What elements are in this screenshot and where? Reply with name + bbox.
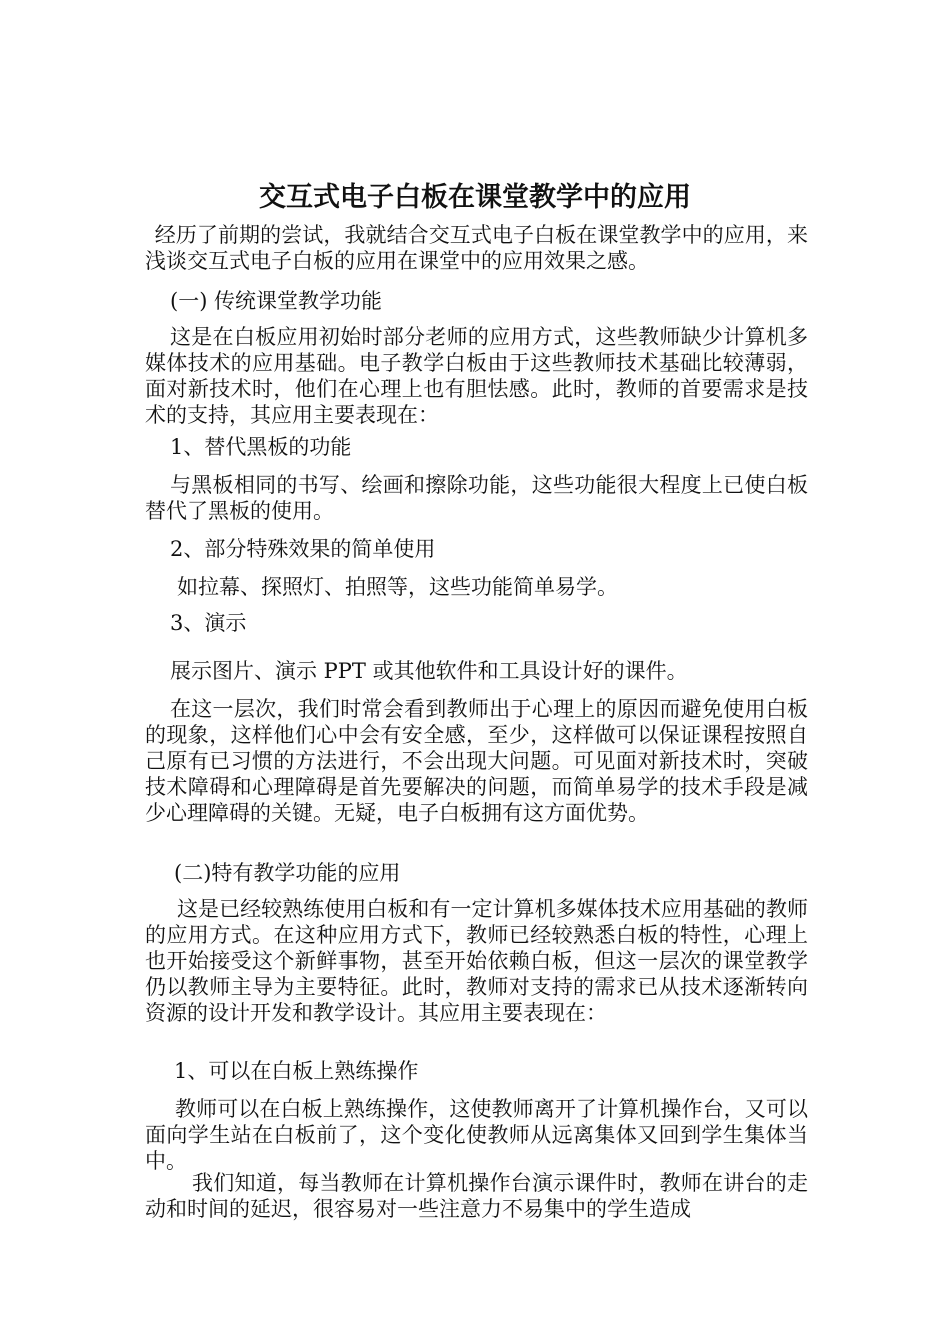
paragraph: 教师可以在白板上熟练操作，这使教师离开了计算机操作台，又可以面向学生站在白板前了，这个变化使教师从远离集体又回到学生集体当中。: [145, 1097, 808, 1173]
subheading-replace-blackboard: 1、替代黑板的功能: [170, 435, 352, 459]
paragraph: 展示图片、演示 PPT 或其他软件和工具设计好的课件。: [170, 659, 688, 683]
document-title: 交互式电子白板在课堂教学中的应用: [259, 182, 691, 213]
intro-paragraph: 经历了前期的尝试，我就结合交互式电子白板在课堂教学中的应用，来浅谈交互式电子白板的应用在课堂中的应用效果之感。: [145, 223, 808, 273]
subheading-proficient-operation: 1、可以在白板上熟练操作: [174, 1059, 419, 1083]
section-heading-1: (一) 传统课堂教学功能: [170, 289, 383, 313]
section-heading-2: (二)特有教学功能的应用: [174, 861, 401, 885]
paragraph: 这是在白板应用初始时部分老师的应用方式，这些教师缺少计算机多媒体技术的应用基础。电子教学白板由于这些教师技术基础比较薄弱，面对新技术时，他们在心理上也有胆怯感。此时，教师的首要需求是技术的支持，其应用主要表现在：: [145, 325, 808, 427]
subheading-demo: 3、演示: [170, 611, 247, 635]
paragraph: 在这一层次，我们时常会看到教师出于心理上的原因而避免使用白板的现象，这样他们心中会有安全感，至少，这样做可以保证课程按照自己原有已习惯的方法进行，不会出现大问题。可见面对新技术时，突破技术障碍和心理障碍是首先要解决的问题，而简单易学的技术手段是减少心理障碍的关键。无疑，电子白板拥有这方面优势。: [145, 697, 808, 825]
paragraph: 这是已经较熟练使用白板和有一定计算机多媒体技术应用基础的教师的应用方式。在这种应用方式下，教师已经较熟悉白板的特性，心理上也开始接受这个新鲜事物，甚至开始依赖白板，但这一层次的课堂教学仍以教师主导为主要特征。此时，教师对支持的需求已从技术逐渐转向资源的设计开发和教学设计。其应用主要表现在：: [145, 897, 808, 1025]
paragraph: 如拉幕、探照灯、拍照等，这些功能简单易学。: [177, 575, 618, 599]
paragraph: 我们知道，每当教师在计算机操作台演示课件时，教师在讲台的走动和时间的延迟，很容易对一些注意力不易集中的学生造成: [145, 1171, 808, 1221]
paragraph: 与黑板相同的书写、绘画和擦除功能，这些功能很大程度上已使白板替代了黑板的使用。: [145, 473, 808, 523]
subheading-special-effects: 2、部分特殊效果的简单使用: [170, 537, 436, 561]
